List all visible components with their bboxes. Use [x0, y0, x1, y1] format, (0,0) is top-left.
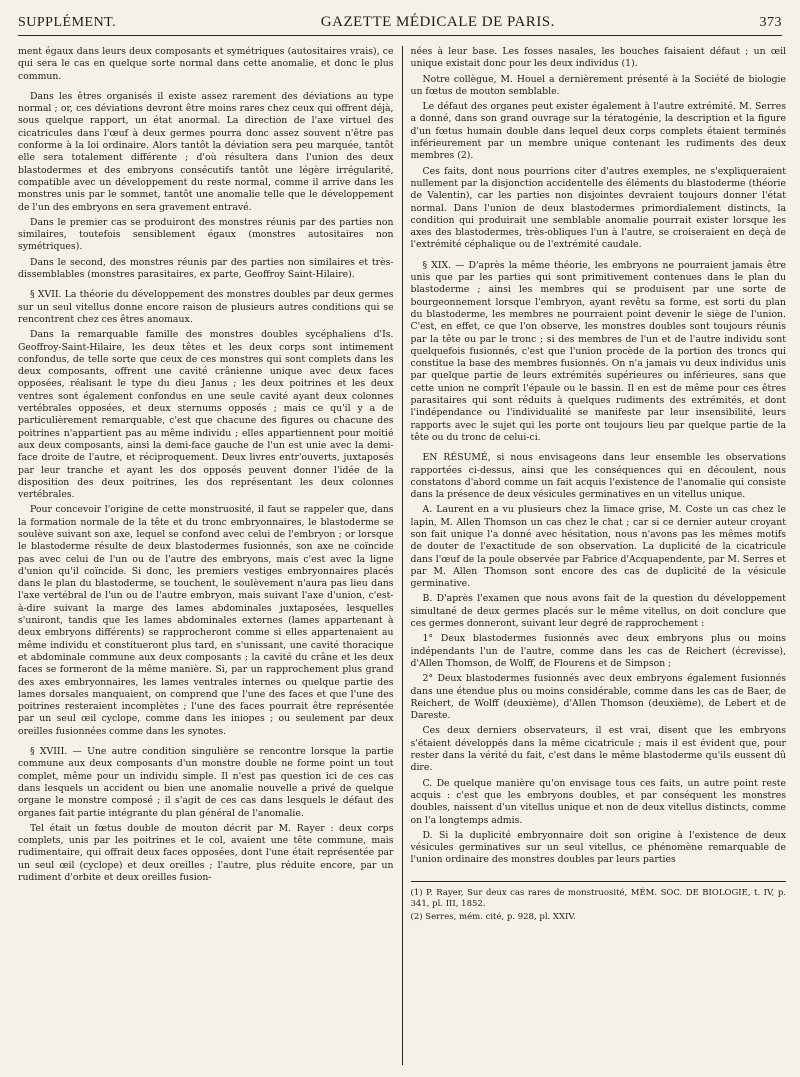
page-number: 373 [759, 15, 782, 30]
paragraph: A. Laurent en a vu plusieurs chez la limace grise, M. Coste un cas chez le lapin, M. Allen Thomson un cas chez le chat ; car si ce dernier auteur croyant son fait unique l'a donné avec hésitation, nous n'avons pas les mêmes motifs de douter de l'exactitude de son observation. La duplicité de la cicatricule dans l'œuf de la poule observée par Fabrice d'Acquapendente, par M. Serres et par M. Allen Thomson sont encore des cas de duplicité de la vésicule germinative. [410, 504, 787, 590]
paragraph: ment égaux dans leurs deux composants et symétriques (autositaires vrais), ce qui sera le cas en quelque sorte normal dans cette anomalie, et donc le plus commun. [18, 46, 394, 82]
paragraph: Dans le premier cas se produiront des monstres réunis par des parties non similaires, toutefois sensiblement égaux (monstres autositaires non symétriques). [18, 216, 394, 253]
paragraph: D. Si la duplicité embryonnaire doit son origine à l'existence de deux vésicules germinatives sur un seul vitellus, ce phénomène remarquable de l'union ordinaire des monstres doubles par leurs parties [410, 829, 787, 866]
paragraph: C. De quelque manière qu'on envisage tous ces faits, un autre point reste acquis : c'est que les embryons doubles, et par conséquent les monstres doubles, naissent d'un vitellus unique et non de deux vitellus distincts, comme on l'a longtemps admis. [410, 777, 787, 826]
right-column [411, 46, 787, 1065]
paragraph: Tel était un fœtus double de mouton décrit par M. Rayer : deux corps complets, unis par les poitrines et le col, avaient une tête commune, mais rudimentaire, qui offrait deux faces opposées, dont l'une était représentée par un seul œil (cyclope) et deux oreilles ; l'autre, plus réduite encore, par un rudiment d'orbite et deux oreilles fusion- [18, 822, 394, 883]
paragraph: Dans les êtres organisés il existe assez rarement des déviations au type normal ; or, ces déviations devront être moins rares chez ceux qui offrent déjà, sous quelque rapport, un état anormal. La direction de l'axe virtuel des cicatricules dans l'œuf à deux germes pourra donc assez souvent n'être pas conforme à la loi ordinaire. Alors tantôt la déviation sera peu marquée, tantôt elle sera totalement différente ; d'où résultera dans l'union des deux blastodermes et des embryons consécutifs tantôt une légère irrégularité, compatible avec un développement du reste normal, comme il arrive dans les monstres unis par le sommet, tantôt une anomalie telle que le développement de l'un des embryons en sera gravement entravé. [18, 90, 394, 213]
paragraph: Pour concevoir l'origine de cette monstruosité, il faut se rappeler que, dans la formation normale de la tête et du tronc embryonnaires, le blastoderme se soulève suivant son axe, lequel se confond avec celui de l'embryon ; or lorsque le blastoderme résulte de deux blastodermes fusionnés, son axe ne coïncide pas avec celui de l'un ou de l'autre des embryons, mais c'est avec la ligne d'union qu'il coïncide. Si donc, les premiers vestiges embryonnaires placés dans le plan du blastoderme, se touchent, le soulèvement n'aura pas lieu dans l'axe vertébral de l'un ou de l'autre embryon, mais suivant l'axe d'union, c'est-à-dire suivant la marge des lames abdominales juxtaposées, lesquelles s'uniront, tandis que les lames abdominales externes (lames appartenant à deux embryons différents) se rapprocheront comme si elles appartenaient au même individu et constitueront plus tard, en s'unissant, une cavité thoracique et abdominale commune aux deux composants ; la cavité du crâne et les deux faces se formeront de la même manière. Si, par un rapprochement plus grand des axes embryonnaires, les lames ventrales internes ou quelque partie des lames dorsales manquaient, on comprend que l'une des faces et que l'une des poitrines resteraient incomplètes ; l'une des faces pourrait être représentée par un seul œil cyclope, comme dans les iniopes ; ou seulement par deux oreilles fusionnées comme dans les synotes. [18, 504, 394, 737]
footnote: (1) P. Rayer, Sur deux cas rares de monstruosité, MÉM. SOC. DE BIOLOGIE, t. IV, p. 341, pl. III, 1852. [410, 887, 787, 909]
footnote: (2) Serres, mém. cité, p. 928, pl. XXIV. [410, 911, 576, 922]
paragraph: Ces deux derniers observateurs, il est vrai, disent que les embryons s'étaient développés dans la même cicatricule ; mais il est évident que, pour rester dans la vérité du fait, c'est dans le même blastoderme qu'ils eussent dû dire. [410, 725, 787, 774]
paragraph: Dans la remarquable famille des monstres doubles sycéphaliens d'Is. Geoffroy-Saint-Hilaire, les deux têtes et les deux corps sont intimement confondus, de telle sorte que ceux de ces monstres qui sont complets dans les deux composants, offrent une cavité crânienne unique avec deux faces opposées, réalisant le type du dieu Janus ; les deux poitrines et les deux ventres sont également confondus en une seule cavité ayant deux colonnes vertébrales opposées, et deux sternums opposés ; mais ce qu'il y a de particulièrement remarquable, c'est que chacune des figures ou chacune des poitrines n'appartient pas au même individu ; elles appartiennent pour moitié aux deux composants, ainsi la demi-face gauche de l'un est unie avec la demi-face droite de l'autre, et réciproquement. Deux livres entr'ouverts, juxtaposés par leur tranche et ayant les dos opposés peuvent donner l'idée de la disposition des deux poitrines, les dos représentant les deux colonnes vertébrales. [18, 329, 394, 501]
section-19: § XIX. — D'après la même théorie, les embryons ne pourraient jamais être unis que par les parties qui sont primitivement contenues dans le plan du blastoderme ; ainsi les membres qui se produisent par une sorte de bourgeonnement lorsque l'embryon, ayant revêtu sa forme, est sorti du plan du blastoderme, les membres ne pourraient point devenir le siège de l'union. C'est, en effet, ce que l'on observe, les monstres doubles sont toujours réunis par la tête ou par le tronc ; si des membres de l'un et de l'autre individu sont quelquefois fusionnés, c'est que l'union procède de la portion des troncs qui constitue la base des membres fusionnés. On n'a jamais vu deux individus unis par quelque partie de leurs extrémités supérieures ou inférieures, sans que cette union ne comprît l'épaule ou le bassin. Il en est de même pour ces êtres parasitaires qui sont réduits à quelques rudiments des extrémités, et dont l'indépendance ou l'individualité se manifeste par leur insensibilité, leurs rapports avec le sujet qui les porte ont toujours lieu par quelque partie de la tête ou du tronc de celui-ci. [410, 259, 787, 443]
paragraph: 2° Deux blastodermes fusionnés avec deux embryons également fusionnés dans une étendue plus ou moins considérable, comme dans les cas de Baer, de Reichert, de Wolff (deuxième), d'Allen Thomson (deuxième), de Lebert et de Dareste. [410, 673, 787, 722]
text-columns [18, 46, 786, 1065]
column-divider [402, 46, 403, 1065]
summary-paragraph: EN RÉSUMÉ, si nous envisageons dans leur ensemble les observations rapportées ci-dessus, ainsi que les conséquences qui en découlent, nous constatons d'abord comme un fait acquis l'existence de l'anomalie qui consiste dans la présence de deux vésicules germinatives en un vitellus unique. [410, 452, 787, 501]
section-17: § XVII. La théorie du développement des monstres doubles par deux germes sur un seul vitellus donne encore raison de plusieurs autres conditions qui se rencontrent chez ces êtres anomaux. [18, 289, 394, 325]
paragraph: Dans le second, des monstres réunis par des parties non similaires et très-dissemblables (monstres parasitaires, ex parte, Geoffroy Saint-Hilaire). [18, 256, 394, 281]
running-header [18, 14, 782, 36]
left-column [18, 46, 394, 1065]
paragraph: B. D'après l'examen que nous avons fait de la question du développement simultané de deux germes placés sur le même vitellus, on doit conclure que ces germes donneront, suivant leur degré de rapprochement : [410, 593, 787, 630]
header-section: SUPPLÉMENT. [18, 15, 117, 30]
paragraph: Notre collègue, M. Houel a dernièrement présenté à la Société de biologie un fœtus de mouton semblable. [410, 73, 787, 97]
paragraph: Ces faits, dont nous pourrions citer d'autres exemples, ne s'expliqueraient nullement par la disjonction accidentelle des éléments du blastoderme (théorie de Valentin), car les parties non disjointes devraient toujours donner l'état normal. Dans l'union de deux blastodermes primordialement distincts, la condition qui produirait une semblable anomalie pourrait exister lorsque les axes des blastodermes, très-obliques l'un à l'autre, se croiseraient en deçà de l'extrémité céphalique ou de l'extrémité caudale. [410, 165, 787, 251]
journal-title: GAZETTE MÉDICALE DE PARIS. [320, 14, 555, 30]
paragraph: Le défaut des organes peut exister également à l'autre extrémité. M. Serres a donné, dans son grand ouvrage sur la tératogénie, la description et la figure d'un fœtus humain double dans lequel deux corps complets étaient terminés inférieurement par un membre unique contenant les rudiments des deux membres (2). [410, 101, 787, 162]
paragraph: nées à leur base. Les fosses nasales, les bouches faisaient défaut ; un œil unique existait donc pour les deux individus (1). [410, 46, 787, 70]
footnotes [411, 881, 787, 923]
section-18: § XVIII. — Une autre condition singulière se rencontre lorsque la partie commune aux deux composants d'un monstre double ne forme point un tout complet, même pour un individu simple. Il n'est pas question ici de ces cas dans lesquels un accident ou bien une anomalie nouvelle a privé de quelque organe le monstre composé ; il s'agit de ces cas dans lesquels le défaut des organes fait partie intégrante du plan général de l'anomalie. [18, 746, 394, 819]
paragraph: 1° Deux blastodermes fusionnés avec deux embryons plus ou moins indépendants l'un de l'autre, comme dans les cas de Reichert (écrevisse), d'Allen Thomson, de Wolff, de Flourens et de Simpson ; [410, 633, 787, 669]
